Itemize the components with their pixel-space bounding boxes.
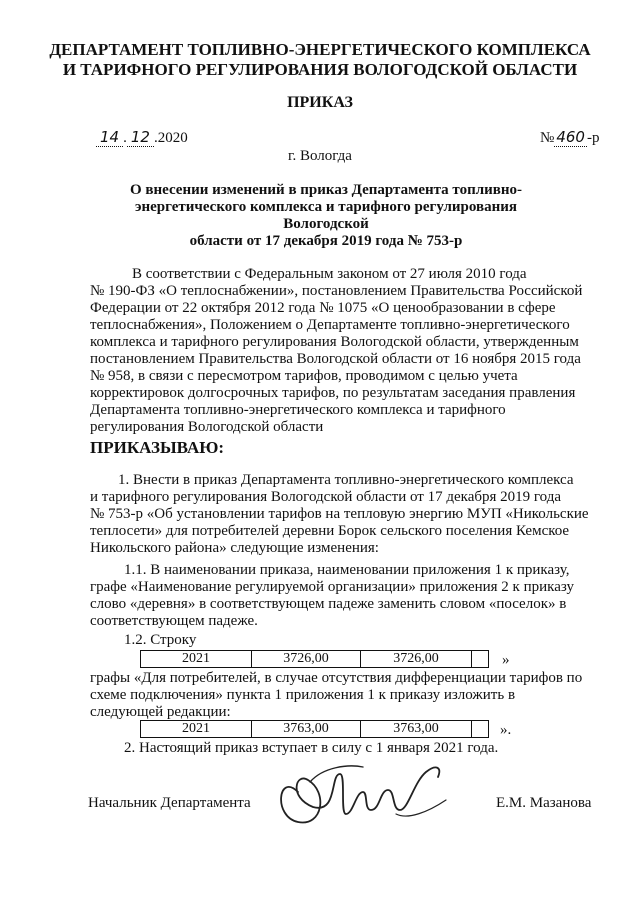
table-row (141, 721, 489, 738)
year-cell: 2021 (141, 721, 252, 738)
empty-cell (472, 721, 489, 738)
order-word: ПРИКАЗЫВАЮ: (90, 438, 225, 457)
item-line: теплосети» для потребителей деревни Борок сельского поселения Кемское (90, 523, 570, 539)
preamble-line: В соответствии с Федеральным законом от 27 июля 2010 года (132, 266, 527, 282)
item-line: Никольского района» следующие изменения: (90, 540, 379, 556)
date-month: 12 (127, 128, 154, 147)
value-cell: 3763,00 (252, 721, 361, 738)
value-cell: 3726,00 (361, 651, 472, 668)
item-1-2-text (90, 670, 598, 721)
new-row (140, 720, 489, 738)
date-year: .2020 (153, 130, 188, 146)
item-1-1 (90, 562, 598, 630)
preamble-line: Федерации от 22 октября 2012 года № 1075 «О ценообразовании в сфере (90, 300, 556, 316)
item-2: 2. Настоящий приказ вступает в силу с 1 января 2021 года. (124, 740, 499, 756)
item-line: следующей редакции: (90, 704, 231, 720)
subject-line: энергетического комплекса и тарифного регулирования Вологодской (134, 199, 518, 232)
org-name-line1: ДЕПАРТАМЕНТ ТОПЛИВНО-ЭНЕРГЕТИЧЕСКОГО КОМПЛЕКСА (49, 40, 591, 59)
preamble-line: № 958, в связи с пересмотром тарифов, проводимом с целью учета (90, 368, 518, 384)
document-type: ПРИКАЗ (287, 94, 353, 111)
item-line: 1. Внести в приказ Департамента топливно-энергетического комплекса (118, 472, 574, 488)
preamble-line: № 190-ФЗ «О теплоснабжении», постановлением Правительства Российской (90, 283, 583, 299)
quote-close: ». (500, 722, 512, 738)
value-cell: 3726,00 (252, 651, 361, 668)
table-row (141, 651, 489, 668)
subject-line: О внесении изменений в приказ Департамента топливно- (129, 182, 523, 198)
item-line: 1.1. В наименовании приказа, наименовании приложения 1 к приказу, (124, 562, 570, 578)
number-suffix: -р (586, 130, 600, 146)
item-1-2-label: 1.2. Строку (124, 632, 197, 648)
quote-close: » (502, 652, 510, 668)
item-line: слово «деревня» в соответствующем падеже заменить словом «поселок» в (90, 596, 567, 612)
item-line: и тарифного регулирования Вологодской области от 17 декабря 2019 года (90, 489, 562, 505)
number-value: 460 (556, 128, 585, 146)
old-row (140, 650, 489, 668)
number-prefix: № (540, 130, 555, 146)
city: г. Вологда (288, 148, 352, 164)
preamble-line: корректировок долгосрочных тарифов, по результатам заседания правления (90, 385, 576, 401)
document-date: 14 . 12 .2020 (96, 128, 188, 147)
subject-line: области от 17 декабря 2019 года № 753-р (189, 233, 463, 249)
preamble-line: регулирования Вологодской области (90, 419, 324, 435)
preamble-line: теплоснабжения», Положением о Департаменте топливно-энергетического (90, 317, 570, 333)
document-subject (96, 182, 556, 250)
signature-name: Е.М. Мазанова (496, 795, 592, 811)
year-cell: 2021 (141, 651, 252, 668)
item-1 (90, 472, 598, 557)
org-name-line2: И ТАРИФНОГО РЕГУЛИРОВАНИЯ ВОЛОГОДСКОЙ ОБЛАСТИ (62, 60, 578, 79)
preamble-line: постановлением Правительства Вологодской области от 16 ноября 2015 года (90, 351, 581, 367)
signature-position: Начальник Департамента (88, 795, 251, 811)
document-number (540, 128, 599, 147)
item-line: соответствующем падеже. (90, 613, 258, 629)
date-day: 14 (96, 128, 123, 147)
preamble-line: комплекса и тарифного регулирования Вологодской области, утвержденным (90, 334, 579, 350)
item-line: графы «Для потребителей, в случае отсутствия дифференциации тарифов по (90, 670, 583, 686)
handwritten-signature (268, 752, 458, 837)
value-cell: 3763,00 (361, 721, 472, 738)
preamble-line: Департамента топливно-энергетического комплекса и тарифного (90, 402, 506, 418)
item-line: графе «Наименование регулируемой организации» приложения 2 к приказу (90, 579, 574, 595)
empty-cell (472, 651, 489, 668)
item-line: № 753-р «Об установлении тарифов на тепловую энергию МУП «Никольские (90, 506, 589, 522)
preamble (90, 266, 598, 436)
item-line: схеме подключения» пункта 1 приложения 1 к приказу изложить в (90, 687, 516, 703)
